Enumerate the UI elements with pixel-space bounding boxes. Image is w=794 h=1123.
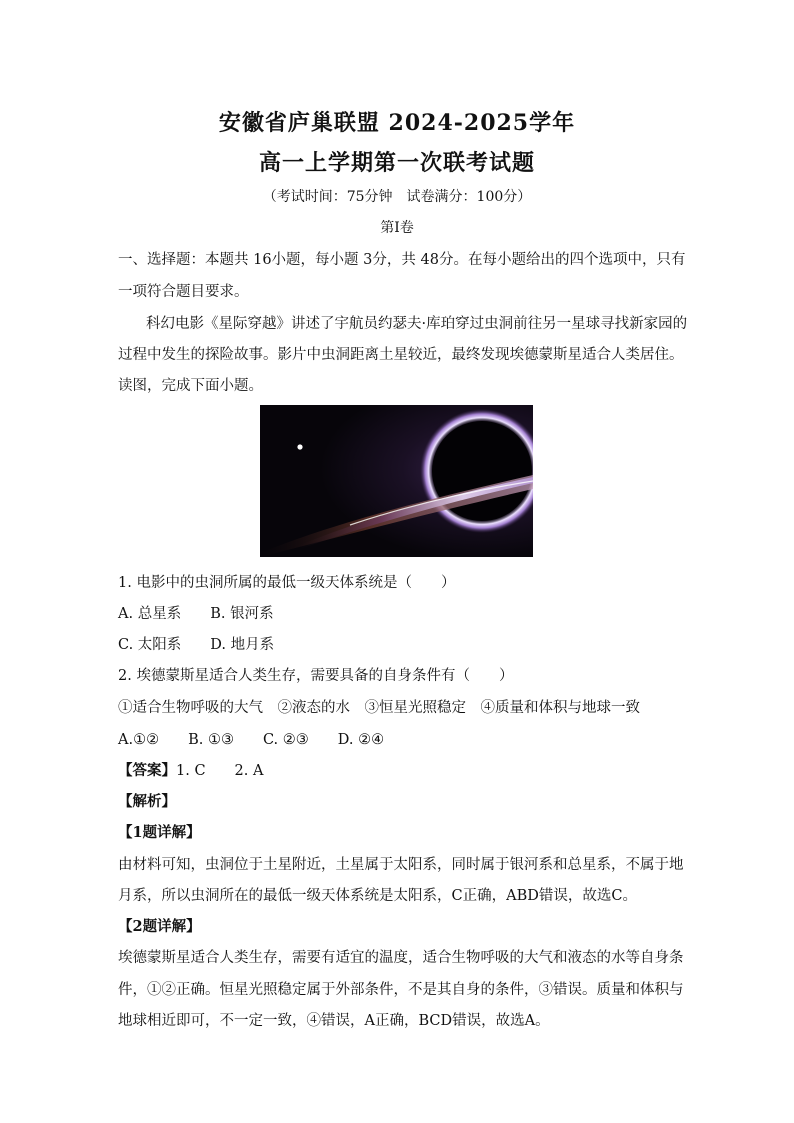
analysis-label: 【解析】 <box>118 793 176 810</box>
question-2-conditions: ①适合生物呼吸的大气 ②液态的水 ③恒星光照稳定 ④质量和体积与地球一致 <box>118 700 640 716</box>
volume-label: 第Ⅰ卷 <box>380 220 414 236</box>
exam-time-info: （考试时间：75分钟 试卷满分：100分） <box>262 189 532 205</box>
black-hole-illustration <box>260 405 533 557</box>
star-icon <box>297 444 302 449</box>
material-line2: 过程中发生的探险故事。影片中虫洞距离土星较近，最终发现埃德蒙斯星适合人类居住。 <box>118 347 684 363</box>
section-intro-line2: 一项符合题目要求。 <box>118 284 249 300</box>
analysis-q1-line2: 月系，所以虫洞所在的最低一级天体系统是太阳系，C正确，ABD错误，故选C。 <box>118 888 637 904</box>
analysis-q1-line1: 由材料可知，虫洞位于土星附近，土星属于太阳系，同时属于银河系和总星系，不属于地 <box>118 857 684 873</box>
material-line3: 读图，完成下面小题。 <box>118 378 263 394</box>
answer-label: 【答案】 <box>118 762 176 779</box>
analysis-q2-line2: 件，①②正确。恒星光照稳定属于外部条件，不是其自身的条件，③错误。质量和体积与 <box>118 982 684 998</box>
section-intro-line1: 一、选择题：本题共 16小题，每小题 3分，共 48分。在每小题给出的四个选项中，只有 <box>118 252 686 268</box>
analysis-q2-line3: 地球相近即可，不一定一致，④错误，A正确，BCD错误，故选A。 <box>118 1013 550 1029</box>
analysis-q1-label: 【1题详解】 <box>118 824 201 841</box>
exam-title-line2: 高一上学期第一次联考试题 <box>258 150 535 176</box>
analysis-q2-label: 【2题详解】 <box>118 918 201 935</box>
material-line1: 科幻电影《星际穿越》讲述了宇航员约瑟夫·库珀穿过虫洞前往另一星球寻找新家园的 <box>146 316 688 332</box>
question-1-options-cd: C. 太阳系 D. 地月系 <box>118 637 275 653</box>
question-1-options-ab: A. 总星系 B. 银河系 <box>118 606 274 622</box>
question-1-stem: 1. 电影中的虫洞所属的最低一级天体系统是（ ） <box>118 575 456 591</box>
black-hole-image <box>260 405 533 557</box>
question-2-options: A.①② B. ①③ C. ②③ D. ②④ <box>118 732 385 748</box>
answer-row <box>118 759 678 780</box>
question-2-stem: 2. 埃德蒙斯星适合人类生存，需要具备的自身条件有（ ） <box>118 668 514 684</box>
analysis-q2-line1: 埃德蒙斯星适合人类生存，需要有适宜的温度，适合生物呼吸的大气和液态的水等自身条 <box>118 950 684 966</box>
exam-title-line1: 安徽省庐巢联盟 2024-2025学年 <box>218 110 576 136</box>
answer-text: 1. C 2. A <box>176 763 264 779</box>
